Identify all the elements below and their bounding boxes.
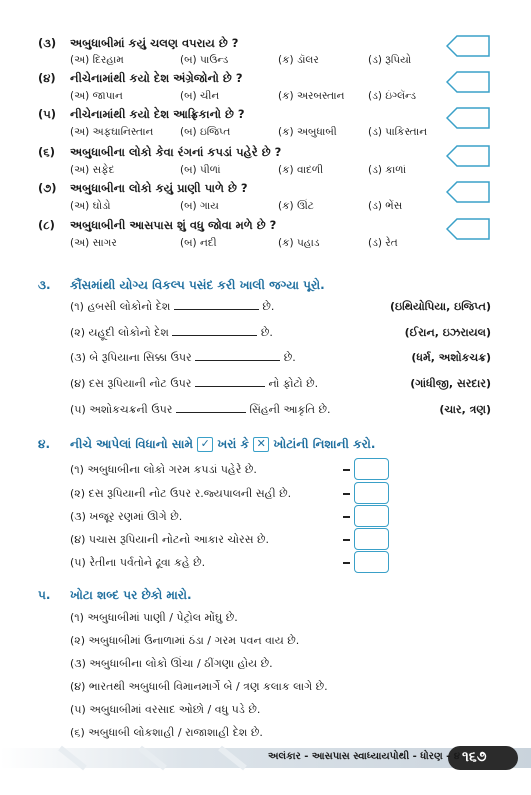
item-text[interactable]: અબુધાબીમાં ઉનાળામાં ઠંડા / ગરમ પવન વાય છે. [88,634,300,647]
tf-item [70,556,205,570]
item-number: (૪) [70,533,86,546]
section-number: ૩. [38,278,51,292]
item-text: છે. [262,300,275,313]
answer-box[interactable] [446,218,490,240]
item-number: (૪) [70,377,86,390]
answer-checkbox[interactable] [354,482,389,504]
mcq-option: (ક) ડૉલર [278,54,319,66]
item-text: ખજૂર રણમાં ઊગે છે. [89,510,183,523]
answer-box[interactable] [446,35,490,57]
mcq-option: (ક) ઊંટ [278,200,314,212]
item-text: પચાસ રૂપિયાની નોટનો આકાર ચોરસ છે. [88,533,270,546]
mcq-option: (ડ) પાકિસ્તાન [368,126,428,138]
dash [343,493,350,495]
strike-item [70,634,299,648]
strike-item [70,703,260,717]
blank-line[interactable] [174,309,259,310]
answer-checkbox[interactable] [354,551,389,573]
mcq-option: (ડ) રેત [368,237,398,249]
mcq-option: (ડ) ઇંગ્લૅન્ડ [368,90,417,102]
tf-item [70,487,291,501]
mcq-question: અબુધાબીમાં કયું ચલણ વપરાય છે ? [70,36,239,50]
mcq-option: (બ) નદી [180,237,217,249]
item-text: બે રૂપિયાના સિક્કા ઉપર [89,351,192,364]
page-number: ૧૬૭ [462,749,487,765]
page-footer [0,745,531,771]
item-number: (૨) [70,326,86,339]
choice-options: (ધર્મ, અશોકચક્ર) [411,351,491,364]
mcq-option: (બ) પીળાં [180,164,221,176]
item-number: (૨) [70,634,86,647]
section-number: ૪. [38,437,50,451]
section-title-part: નીચે આપેલાં વિધાનો સામે [70,437,193,451]
mcq-option: (ક) અરબસ્તાન [278,90,345,102]
mcq-option: (બ) પાઉન્ડ [180,54,229,66]
mcq-question: નીચેનામાંથી કયો દેશ અંગ્રેજોનો છે ? [70,71,243,85]
tf-item [70,510,182,524]
item-text: દસ રૂપિયાની નોટ ઉપર ર.જ્યપાલની સહી છે. [88,487,292,500]
item-text: સિંહની આકૃતિ છે. [249,403,331,416]
blank-line[interactable] [172,335,257,336]
item-text: દસ રૂપિયાની નોટ ઉપર [88,377,192,390]
item-number: (૪) [70,680,86,693]
item-number: (૫) [70,403,86,416]
section-title-part: ખોટાંની નિશાની કરો. [273,437,376,451]
strike-item [70,726,263,740]
item-number: (૩) [70,351,86,364]
footer-text: અલંકાર - આસપાસ સ્વાધ્યાયપોથી - ધોરણ - ૪ [268,751,461,762]
item-text: હબસી લોકોનો દેશ [87,300,171,313]
strike-item [70,611,238,625]
answer-checkbox[interactable] [354,528,389,550]
item-text[interactable]: અબુધાબીમાં વરસાદ ઓછો / વધુ પડે છે. [89,703,261,716]
mcq-option: (અ) સફેદ [70,164,115,176]
mcq-option: (ડ) રૂપિયો [368,54,412,66]
fill-item [70,403,331,417]
mcq-question: નીચેનામાંથી કયો દેશ આફ્રિકાનો છે ? [70,107,245,121]
mcq-option: (અ) સાગર [70,237,117,249]
item-text[interactable]: ભારતથી અબુધાબી વિમાનમાર્ગે બે / ત્રણ કલાક લાગે છે. [88,680,328,693]
choice-options: (ઇથિયોપિયા, ઇજિપ્ત) [390,300,491,313]
mcq-number: (૬) [38,145,55,159]
item-text[interactable]: અબુધાબીના લોકો ઊંચા / ઠીંગણા હોય છે. [89,657,273,670]
answer-box[interactable] [446,107,490,129]
mcq-option: (ક) અબુધાબી [278,126,337,138]
mcq-option: (બ) ઇજિપ્ત [180,126,231,138]
dash [343,539,350,541]
mcq-number: (૪) [38,71,56,85]
mcq-number: (૫) [38,107,57,121]
item-text: યહૂદી લોકોનો દેશ [88,326,169,339]
answer-checkbox[interactable] [354,505,389,527]
mcq-question: અબુધાબીના લોકો કયું પ્રાણી પાળે છે ? [70,181,248,195]
check-mark-icon: ✓ [197,437,213,452]
fill-item [70,300,274,314]
item-number: (૧) [70,300,84,313]
section-title: કૌંસમાંથી યોગ્ય વિકલ્પ પસંદ કરી ખાલી જગ્યા પૂરો. [70,278,325,292]
answer-checkbox[interactable] [354,458,389,480]
choice-options: (ગાંધીજી, સરદાર) [410,377,491,390]
item-number: (૧) [70,611,84,624]
item-text: અબુધાબીના લોકો ગરમ કપડાં પહેરે છે. [87,463,257,476]
answer-box[interactable] [446,71,490,93]
dash [343,562,350,564]
blank-line[interactable] [195,360,280,361]
mcq-option: (અ) ઘોડો [70,200,111,212]
choice-options: (ચાર, ત્રણ) [439,403,491,416]
item-text: નો ફોટો છે. [268,377,319,390]
cross-mark-icon: ✕ [253,437,269,452]
item-number: (૬) [70,726,85,739]
item-number: (૩) [70,510,86,523]
mcq-option: (ડ) કાળાં [368,164,407,176]
item-number: (૨) [70,487,86,500]
fill-item [70,377,318,391]
item-number: (૫) [70,556,86,569]
mcq-option: (ક) પહાડ [278,237,320,249]
item-number: (૧) [70,463,84,476]
blank-line[interactable] [176,412,246,413]
item-text: રેતીના પર્વતોને ઢૂવા કહે છે. [89,556,206,569]
mcq-question: અબુધાબીના લોકો કેવા રંગનાં કપડાં પહેરે છે ? [70,145,282,159]
mcq-number: (૩) [38,36,57,50]
fill-item [70,351,296,365]
section-number: ૫. [38,588,51,602]
item-text: છે. [260,326,273,339]
blank-line[interactable] [195,386,265,387]
mcq-number: (૭) [38,181,57,195]
mcq-question: અબુધાબીની આસપાસ શું વધુ જોવા મળે છે ? [70,218,277,232]
mcq-option: (ક) વાદળી [278,164,324,176]
mcq-number: (૮) [38,218,55,232]
section-title [70,437,375,452]
fill-item [70,326,273,340]
item-text: છે. [283,351,296,364]
mcq-option: (બ) ચીન [180,90,220,102]
item-text[interactable]: અબુધાબીમાં પાણી / પેટ્રોલ મોંઘુ છે. [87,611,238,624]
item-number: (૫) [70,703,86,716]
mcq-option: (ડ) ભેંસ [368,200,403,212]
answer-box[interactable] [446,145,490,167]
tf-item [70,463,257,477]
mcq-option: (અ) અફઘાનિસ્તાન [70,126,154,138]
item-text: અશોકચક્રની ઉપર [89,403,173,416]
choice-options: (ઈરાન, ઇઝરાયલ) [404,326,491,339]
dash [343,516,350,518]
answer-box[interactable] [446,181,490,203]
section-title-part: ખરાં કે [217,437,250,451]
strike-item [70,657,273,671]
mcq-option: (અ) દિરહામ [70,54,124,66]
tf-item [70,533,269,547]
section-title: ખોટા શબ્દ પર છેકો મારો. [70,588,192,602]
dash [343,469,350,471]
mcq-option: (બ) ગાય [180,200,219,212]
item-text[interactable]: અબુધાબી લોકશાહી / રાજાશાહી દેશ છે. [88,726,263,739]
item-number: (૩) [70,657,86,670]
mcq-option: (અ) જાપાન [70,90,123,102]
strike-item [70,680,328,694]
